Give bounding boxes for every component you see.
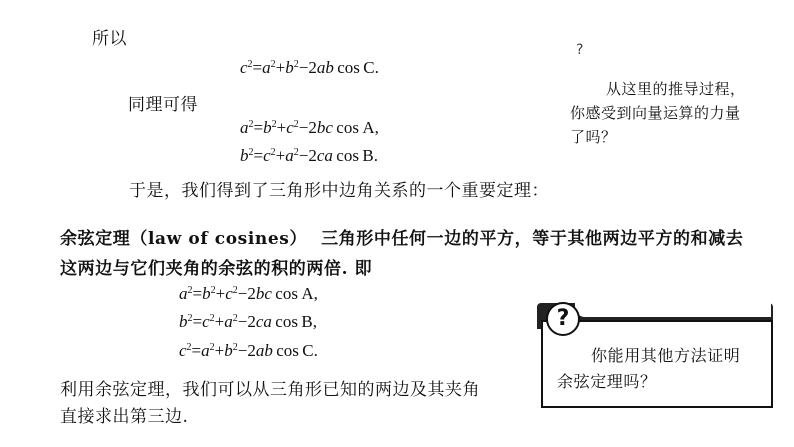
formula-var: c: [240, 58, 248, 77]
formula-operator: +: [275, 58, 286, 77]
formula-var: a: [224, 312, 233, 331]
formula-var: b: [224, 341, 233, 360]
formula-operator: =: [253, 146, 264, 165]
question-line-1: 你能用其他方法证明: [591, 346, 741, 365]
formula-exponent: 2: [232, 285, 238, 296]
formula-operator: +: [214, 341, 225, 360]
formula-var: b: [202, 284, 211, 303]
formula-operator: =: [192, 312, 203, 331]
formula-operator: +: [214, 312, 225, 331]
formula-var: c: [202, 312, 210, 331]
formula-exponent: 2: [210, 285, 216, 296]
formula-operator: =: [191, 341, 202, 360]
formula-exponent: 2: [248, 119, 254, 130]
formula-function: cos: [272, 341, 303, 360]
formula-punctuation: ,: [312, 312, 317, 331]
formula-var: b: [179, 312, 188, 331]
formula-operator: +: [275, 146, 286, 165]
formula-exponent: 2: [187, 313, 193, 324]
formula-function: cos: [332, 146, 363, 165]
formula-var: b: [285, 58, 294, 77]
formula-exponent: 2: [232, 342, 238, 353]
formula-c2-derived: [240, 58, 379, 78]
theorem-body-2: 这两边与它们夹角的余弦的积的两倍. 即: [60, 259, 373, 279]
formula-var: b: [263, 118, 272, 137]
formula-exponent: 2: [186, 342, 192, 353]
transition-sentence: 于是，我们得到了三角形中边角关系的一个重要定理：: [129, 181, 549, 201]
formula-var: a: [179, 284, 188, 303]
formula-a2-derived: [240, 118, 379, 138]
formula-operator: =: [192, 284, 203, 303]
usage-line-1: 利用余弦定理，我们可以从三角形已知的两边及其夹角: [60, 380, 480, 400]
formula-exponent: 2: [247, 59, 253, 70]
formula-function: cos: [332, 118, 363, 137]
formula-operator: =: [253, 118, 264, 137]
formula-function: cos: [333, 58, 364, 77]
formula-angle: C: [302, 341, 314, 360]
formula-punctuation: .: [373, 146, 378, 165]
formula-exponent: 2: [270, 147, 276, 158]
formula-punctuation: ,: [374, 118, 379, 137]
formula-a2: [179, 284, 318, 304]
question-line-2: 余弦定理吗？: [557, 372, 657, 391]
formula-var: ca: [255, 312, 272, 331]
formula-b2: [179, 312, 317, 332]
formula-var: ab: [255, 341, 273, 360]
formula-var: c: [286, 118, 294, 137]
theorem-body-1: 三角形中任何一边的平方，等于其他两边平方的和减去: [321, 229, 744, 249]
formula-function: cos: [271, 284, 302, 303]
formula-angle: B: [301, 312, 313, 331]
formula-exponent: 2: [293, 59, 299, 70]
formula-exponent: 2: [187, 285, 193, 296]
side-note-line-2: 你感受到向量运算的力量: [570, 104, 741, 122]
formula-exponent: 2: [293, 119, 299, 130]
theorem-first-line: [60, 224, 743, 249]
formula-var: b: [240, 146, 249, 165]
formula-exponent: 2: [209, 342, 215, 353]
formula-exponent: 2: [293, 147, 299, 158]
formula-c2: [179, 341, 318, 361]
formula-var: ca: [316, 146, 333, 165]
side-note-line-1: 从这里的推导过程，: [606, 80, 746, 98]
formula-var: bc: [316, 118, 333, 137]
formula-punctuation: .: [374, 58, 379, 77]
formula-coefficient: −2: [237, 341, 256, 360]
formula-operator: =: [252, 58, 263, 77]
formula-coefficient: −2: [298, 146, 317, 165]
theorem-name: 余弦定理（law of cosines）: [60, 229, 308, 249]
formula-coefficient: −2: [237, 312, 256, 331]
formula-var: bc: [255, 284, 272, 303]
label-tongli: 同理可得: [128, 95, 198, 115]
formula-var: c: [179, 341, 187, 360]
formula-var: a: [285, 146, 294, 165]
formula-angle: C: [363, 58, 375, 77]
formula-coefficient: −2: [237, 284, 256, 303]
formula-coefficient: −2: [298, 118, 317, 137]
formula-angle: B: [362, 146, 374, 165]
formula-angle: A: [362, 118, 375, 137]
usage-line-2: 直接求出第三边.: [60, 407, 189, 427]
formula-exponent: 2: [271, 119, 277, 130]
formula-punctuation: .: [313, 341, 318, 360]
formula-var: ab: [316, 58, 334, 77]
formula-function: cos: [271, 312, 302, 331]
formula-angle: A: [301, 284, 314, 303]
formula-punctuation: ,: [313, 284, 318, 303]
formula-exponent: 2: [248, 147, 254, 158]
side-note-line-3: 了吗？: [570, 128, 617, 146]
formula-var: c: [263, 146, 271, 165]
formula-var: a: [201, 341, 210, 360]
question-mark-icon: ?: [546, 302, 580, 336]
question-box: [541, 320, 773, 408]
pencil-mark-icon: ?: [576, 42, 584, 58]
formula-b2-derived: [240, 146, 378, 166]
formula-exponent: 2: [270, 59, 276, 70]
formula-var: a: [262, 58, 271, 77]
formula-exponent: 2: [232, 313, 238, 324]
formula-var: a: [240, 118, 249, 137]
formula-exponent: 2: [209, 313, 215, 324]
formula-var: c: [225, 284, 233, 303]
formula-coefficient: −2: [298, 58, 317, 77]
formula-operator: +: [276, 118, 287, 137]
formula-operator: +: [215, 284, 226, 303]
label-suoyi: 所以: [92, 29, 127, 49]
